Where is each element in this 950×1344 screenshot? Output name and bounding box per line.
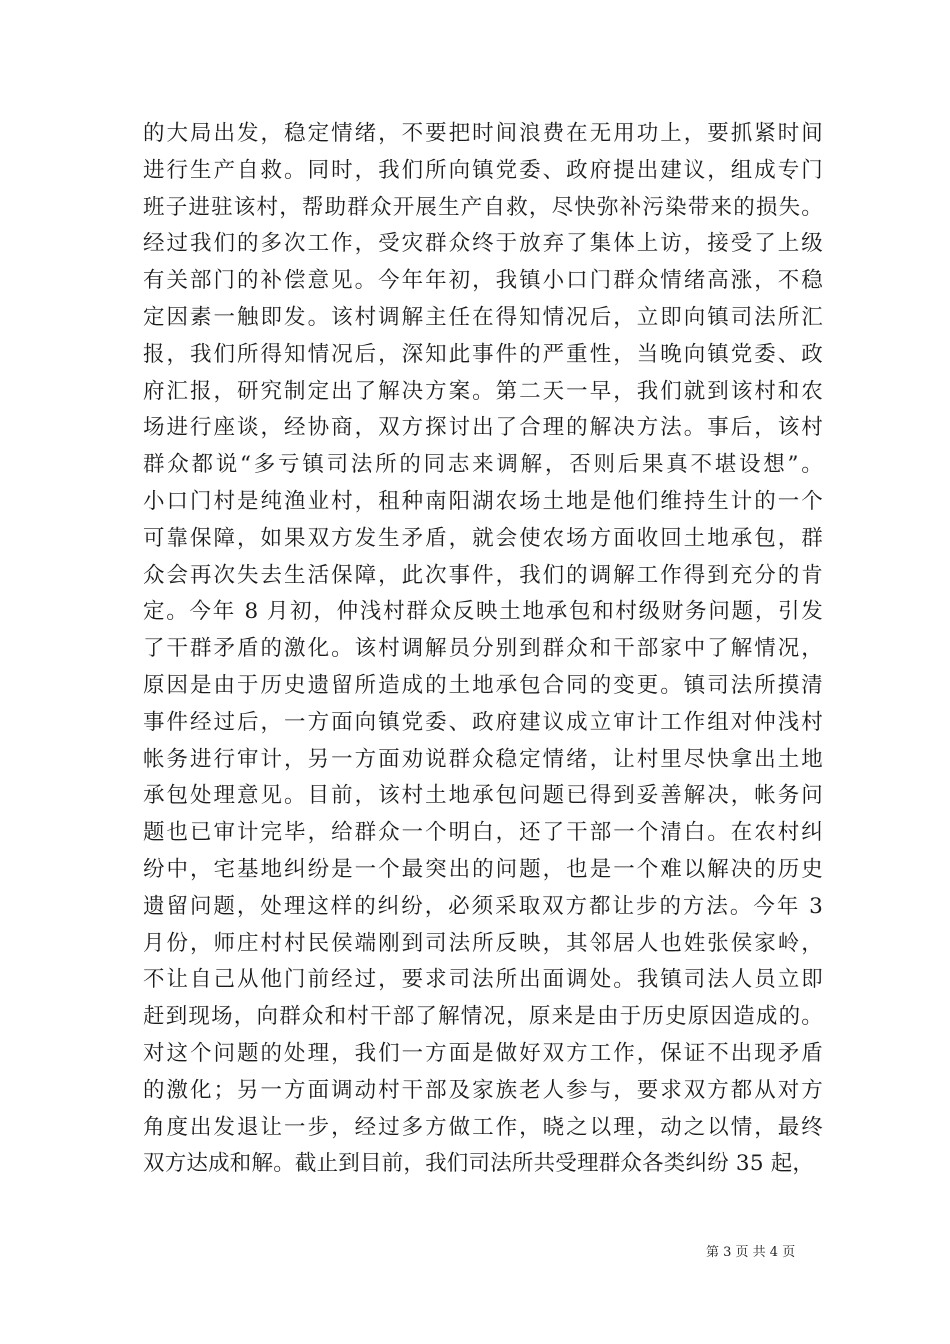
text-line: 了干群矛盾的激化。该村调解员分别到群众和干部家中了解情况， — [143, 636, 823, 662]
text-line: 帐务进行审计，另一方面劝说群众稳定情绪，让村里尽快拿出土地 — [143, 746, 823, 772]
text-line: 原因是由于历史遗留所造成的土地承包合同的变更。镇司法所摸清 — [143, 672, 823, 698]
text-line: 纷中，宅基地纠纷是一个最突出的问题，也是一个难以解决的历史 — [143, 856, 823, 882]
text-line: 的大局出发，稳定情绪，不要把时间浪费在无用功上，要抓紧时间 — [143, 121, 823, 146]
text-line: 经过我们的多次工作，受灾群众终于放弃了集体上访，接受了上级 — [143, 231, 823, 257]
text-line: 承包处理意见。目前，该村土地承包问题已得到妥善解决，帐务问 — [143, 783, 823, 809]
text-line: 班子进驻该村，帮助群众开展生产自救，尽快弥补污染带来的损失。 — [143, 194, 823, 220]
text-line: 可靠保障，如果双方发生矛盾，就会使农场方面收回土地承包，群 — [143, 525, 823, 551]
text-line: 事件经过后，一方面向镇党委、政府建议成立审计工作组对仲浅村 — [143, 709, 823, 735]
text-line: 场进行座谈，经协商，双方探讨出了合理的解决方法。事后，该村 — [143, 415, 823, 441]
text-line: 角度出发退让一步，经过多方做工作，晓之以理，动之以情，最终 — [143, 1114, 823, 1140]
body-text — [143, 116, 823, 1183]
text-line: 报，我们所得知情况后，深知此事件的严重性，当晚向镇党委、政 — [143, 341, 823, 367]
text-line: 对这个问题的处理，我们一方面是做好双方工作，保证不出现矛盾 — [143, 1040, 823, 1066]
text-line: 众会再次失去生活保障，此次事件，我们的调解工作得到充分的肯 — [143, 562, 823, 588]
text-line: 遗留问题，处理这样的纠纷，必须采取双方都让步的方法。今年 3 — [143, 893, 823, 919]
text-line: 不让自己从他门前经过，要求司法所出面调处。我镇司法人员立即 — [143, 967, 823, 993]
text-line: 月份，师庄村村民侯端刚到司法所反映，其邻居人也姓张侯家岭， — [143, 930, 823, 956]
text-line: 府汇报，研究制定出了解决方案。第二天一早，我们就到该村和农 — [143, 378, 823, 404]
text-line: 群众都说“多亏镇司法所的同志来调解，否则后果真不堪设想”。 — [143, 452, 823, 478]
text-line: 小口门村是纯渔业村，租种南阳湖农场土地是他们维持生计的一个 — [143, 488, 823, 514]
text-line: 赶到现场，向群众和村干部了解情况，原来是由于历史原因造成的。 — [143, 1004, 823, 1030]
text-line: 双方达成和解。截止到目前，我们司法所共受理群众各类纠纷 35 起， — [143, 1151, 815, 1177]
text-line: 有关部门的补偿意见。今年年初，我镇小口门群众情绪高涨，不稳 — [143, 268, 823, 294]
text-line: 定因素一触即发。该村调解主任在得知情况后，立即向镇司法所汇 — [143, 304, 823, 330]
text-line: 的激化；另一方面调动村干部及家族老人参与，要求双方都从对方 — [143, 1077, 823, 1103]
text-line: 题也已审计完毕，给群众一个明白，还了干部一个清白。在农村纠 — [143, 820, 823, 846]
page-footer: 第 3 页 共 4 页 — [706, 1245, 796, 1260]
text-line: 定。今年 8 月初，仲浅村群众反映土地承包和村级财务问题，引发 — [143, 599, 823, 625]
text-line: 进行生产自救。同时，我们所向镇党委、政府提出建议，组成专门 — [143, 157, 823, 183]
